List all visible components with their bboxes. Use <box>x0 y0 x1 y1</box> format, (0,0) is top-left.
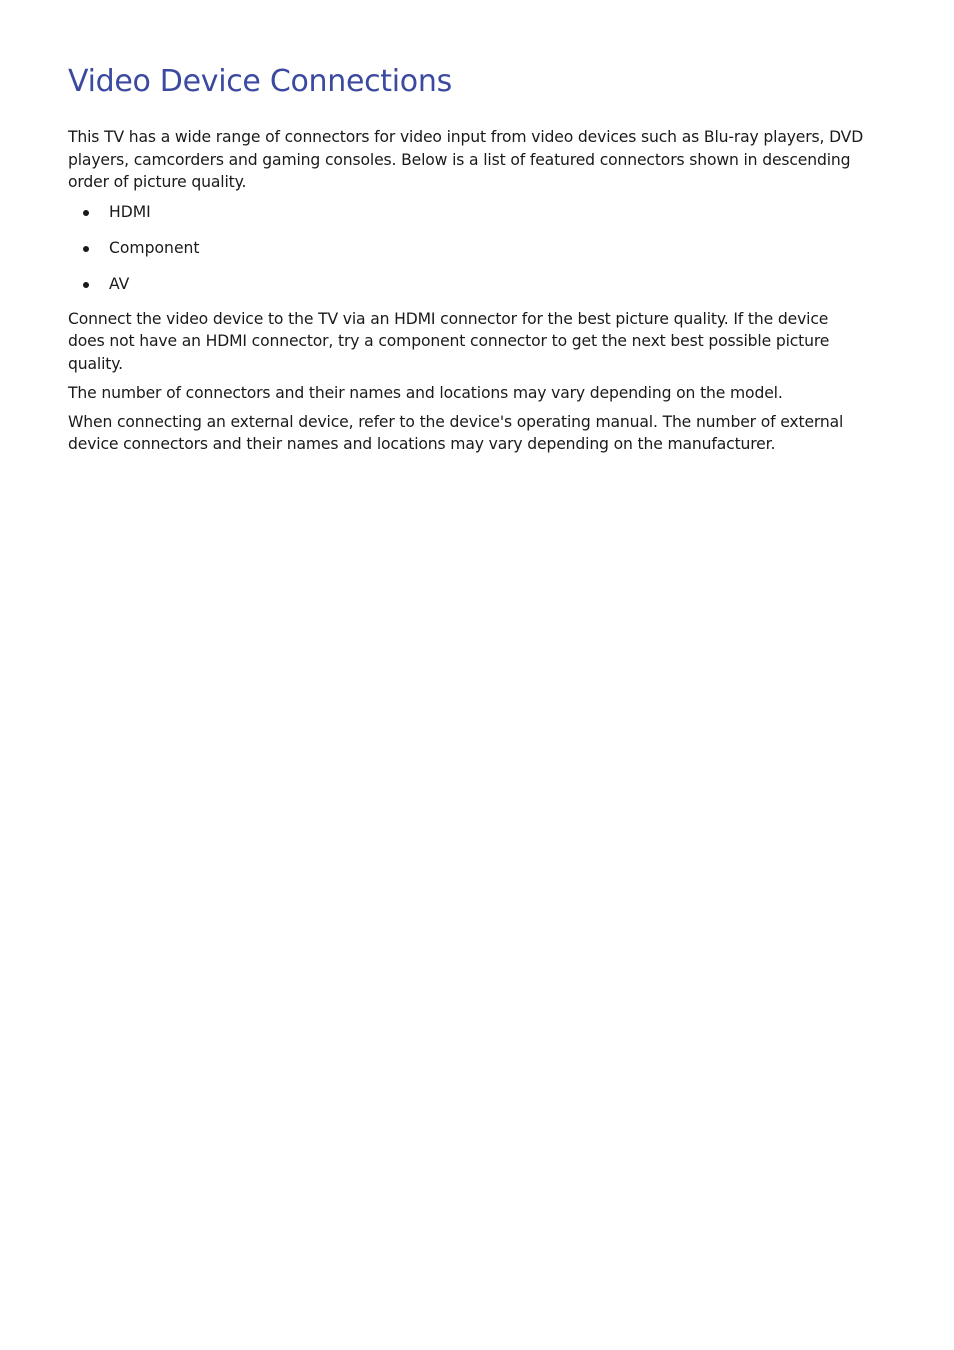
list-item-label: AV <box>109 274 130 293</box>
connector-list <box>68 200 868 308</box>
external-device-paragraph: When connecting an external device, refer to the device's operating manual. The number of external device connectors and their names and locations may vary depending on the manufacturer. <box>68 412 844 453</box>
bullet-icon <box>83 282 89 288</box>
bullet-icon <box>83 210 89 216</box>
list-item <box>68 236 868 272</box>
page-title: Video Device Connections <box>68 64 452 99</box>
connect-paragraph: Connect the video device to the TV via an HDMI connector for the best picture quality. If the device does not have an HDMI connector, try a component connector to get the next best possible picture quality. <box>68 309 830 373</box>
document-page <box>68 62 868 456</box>
model-variation-paragraph: The number of connectors and their names and locations may vary depending on the model. <box>68 384 783 402</box>
list-item-label: Component <box>109 238 200 257</box>
list-item <box>68 200 868 236</box>
list-item <box>68 272 868 308</box>
list-item-label: HDMI <box>109 202 151 221</box>
intro-paragraph: This TV has a wide range of connectors for video input from video devices such as Blu-ray players, DVD players, camcorders and gaming consoles. Below is a list of featured connectors shown in descending order of picture quality. <box>68 128 864 191</box>
bullet-icon <box>83 246 89 252</box>
